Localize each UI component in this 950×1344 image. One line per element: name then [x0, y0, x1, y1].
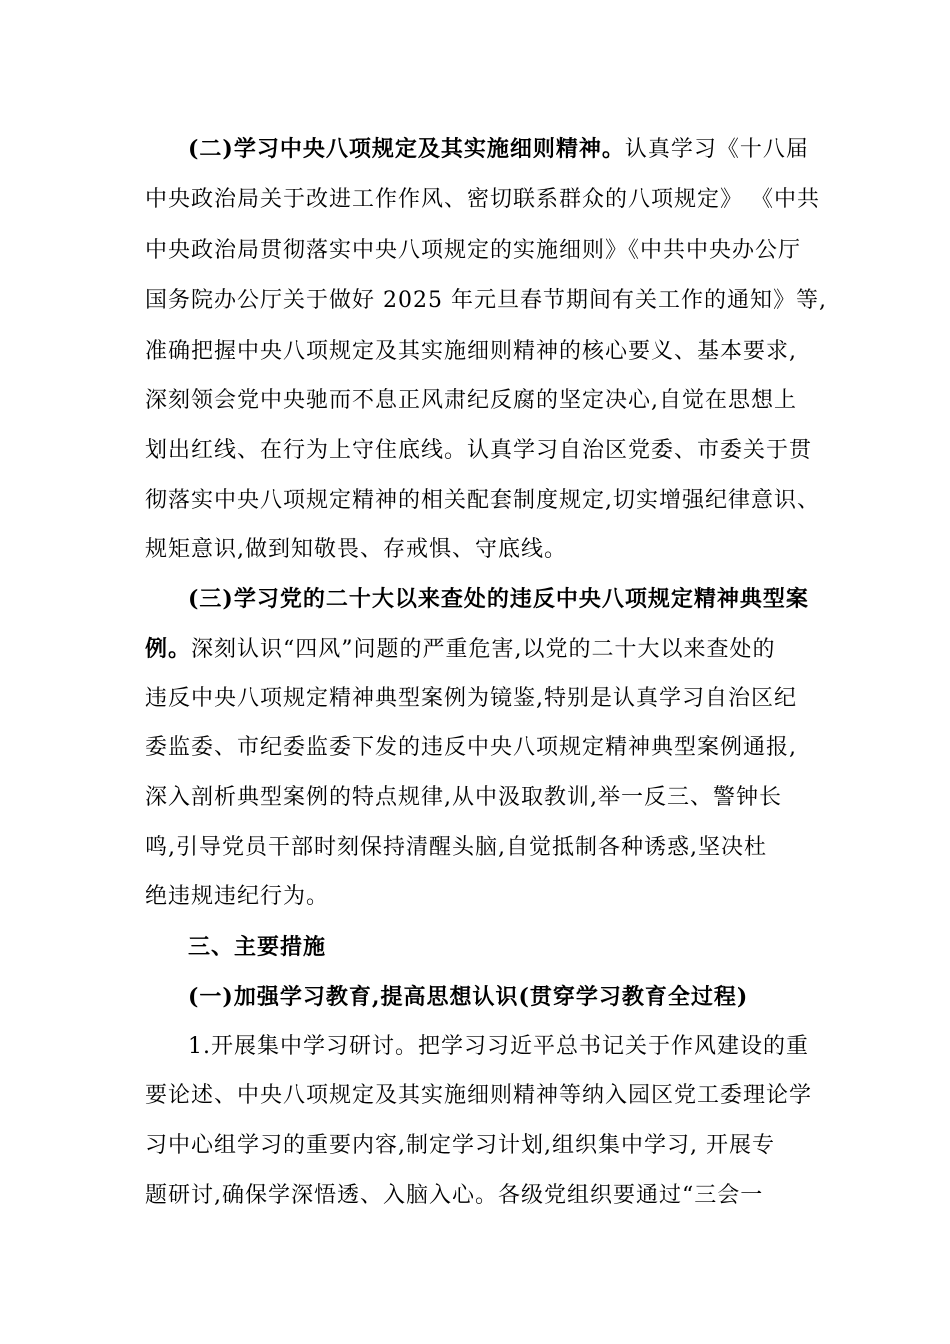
section-2-first-line [188, 134, 809, 165]
paragraph-line: 1.开展集中学习研讨。把学习习近平总书记关于作风建设的重 [188, 1034, 809, 1059]
paragraph-line: 中央政治局贯彻落实中央八项规定的实施细则》《中共中央办公厅 [145, 238, 802, 263]
measures-subheading: (一)加强学习教育,提高思想认识(贯穿学习教育全过程) [188, 984, 749, 1010]
paragraph-line: 准确把握中央八项规定及其实施细则精神的核心要义、基本要求, [145, 339, 797, 364]
paragraph-line: 深刻领会党中央驰而不息正风肃纪反腐的坚定决心,自觉在思想上 [145, 388, 797, 413]
paragraph-line: 划出红线、在行为上守住底线。认真学习自治区党委、市委关于贯 [145, 438, 813, 463]
paragraph-line: 违反中央八项规定精神典型案例为镜鉴,特别是认真学习自治区纪 [145, 686, 797, 711]
section-3-text: 深刻认识“四风”问题的严重危害,以党的二十大以来查处的 [191, 637, 776, 662]
paragraph-line: 彻落实中央八项规定精神的相关配套制度规定,切实增强纪律意识、 [145, 488, 820, 513]
paragraph-line: 中央政治局关于改进工作作风、密切联系群众的八项规定》 《中共 [145, 187, 820, 212]
paragraph-line: 深入剖析典型案例的特点规律,从中汲取教训,举一反三、警钟长 [145, 785, 782, 810]
measures-title: 三、主要措施 [188, 934, 327, 960]
paragraph-line: 习中心组学习的重要内容,制定学习计划,组织集中学习, 开展专 [145, 1133, 775, 1158]
section-3-second-line [145, 634, 776, 665]
section-2-text: 认真学习《十八届 [624, 137, 809, 162]
paragraph-line: 绝违规违纪行为。 [145, 884, 330, 909]
paragraph-line: 题研讨,确保学深悟透、入脑入心。各级党组织要通过“三会一 [145, 1183, 764, 1208]
section-2-heading: (二)学习中央八项规定及其实施细则精神。 [188, 136, 625, 162]
paragraph-line: 国务院办公厅关于做好 2025 年元旦春节期间有关工作的通知》等, [145, 288, 827, 313]
paragraph-line: 要论述、中央八项规定及其实施细则精神等纳入园区党工委理论学 [145, 1083, 813, 1108]
paragraph-line: 规矩意识,做到知敬畏、存戒惧、守底线。 [145, 537, 567, 562]
section-3-heading-end: 例。 [145, 636, 192, 662]
paragraph-line: 鸣,引导党员干部时刻保持清醒头脑,自觉抵制各种诱惑,坚决杜 [145, 835, 767, 860]
paragraph-line: 委监委、市纪委监委下发的违反中央八项规定精神典型案例通报, [145, 735, 797, 760]
section-3-heading: (三)学习党的二十大以来查处的违反中央八项规定精神典型案 [188, 586, 809, 612]
